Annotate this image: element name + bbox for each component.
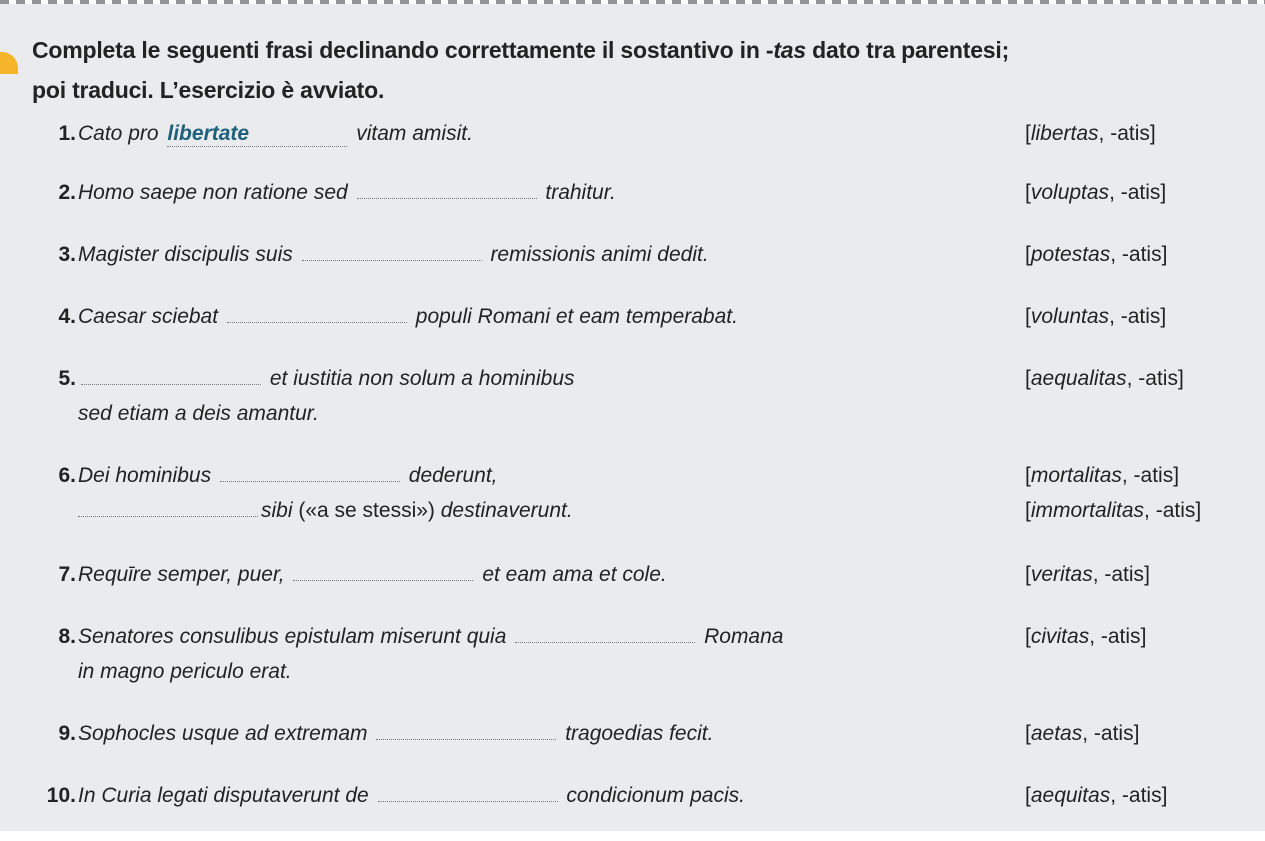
answer-field[interactable] [515,624,695,643]
hint: [potestas, -atis] [1025,243,1168,266]
hint: [aetas, -atis] [1025,722,1140,745]
hint-suffix: -atis [1121,784,1162,807]
item-number: 8. [58,625,76,648]
sentence-line2: in magno periculo erat. [78,660,292,683]
sentence-start: Magister discipulis suis [78,243,293,266]
item-number: 3. [58,243,76,266]
sentence-end: destinaverunt. [440,499,573,522]
item-number: 10. [46,784,76,807]
sentence [78,237,709,272]
item-number: 9. [58,722,76,745]
hint: [libertas, -atis] [1025,122,1156,145]
hint-word: aetas [1030,722,1083,745]
sentence-line2: sed etiam a deis amantur. [78,402,319,425]
item-number: 5. [58,367,76,390]
sentence-word: sibi [261,499,293,522]
hint: [aequitas, -atis] [1025,784,1168,807]
hint-suffix: -atis [1100,625,1141,648]
hint: [civitas, -atis] [1025,625,1147,648]
sentence-end: et iustitia non solum a hominibus [269,367,575,390]
hint-word: potestas [1030,243,1111,266]
sentence [78,716,713,751]
sentence-end: dederunt, [408,464,498,487]
hint: [voluntas, -atis] [1025,305,1167,328]
sentence-end: vitam amisit. [356,122,473,145]
sentence [78,458,498,493]
sentence [78,361,575,396]
instructions-line1-end: dato tra parentesi; [805,37,1010,63]
answer-field[interactable] [220,463,400,482]
sentence [78,299,738,334]
hint-word: libertas [1030,122,1099,145]
answer-field[interactable] [81,366,261,385]
exercise-instructions [32,30,1252,110]
hint-word: voluntas [1030,305,1110,328]
sentence-start: Senatores consulibus epistulam miserunt quia [78,625,507,648]
sentence-end: populi Romani et eam temperabat. [415,305,738,328]
answer-field[interactable] [357,180,537,199]
sentence-start: Caesar sciebat [78,305,219,328]
hint-suffix: -atis [1093,722,1134,745]
hint-suffix: -atis [1110,122,1150,145]
hint-suffix: -atis [1138,367,1178,390]
instructions-line2: poi traduci. L’esercizio è avviato. [32,77,385,103]
hint: [aequalitas, -atis] [1025,367,1184,390]
item-number: 2. [58,181,76,204]
hint-word: immortalitas [1030,499,1145,522]
hint-suffix: -atis [1120,305,1161,328]
hint: [voluptas, -atis] [1025,181,1167,204]
instructions-suffix: tas [773,37,806,63]
sentence-end: condicionum pacis. [566,784,745,807]
answer-field[interactable] [376,721,556,740]
sentence-end: et eam ama et cole. [482,563,667,586]
sentence [78,116,473,151]
sentence-start: Cato pro [78,122,159,145]
item-number: 4. [58,305,76,328]
sentence-start: Homo saepe non ratione sed [78,181,348,204]
hint-word: aequalitas [1030,367,1127,390]
sentence [78,175,616,210]
sentence-end: Romana [704,625,784,648]
sentence-end: trahitur. [545,181,616,204]
hint-suffix: -atis [1155,499,1196,522]
sentence [78,557,667,592]
sentence-gloss: («a se stessi») [292,499,441,522]
instructions-line1-start: Completa le seguenti frasi declinando correttamente il sostantivo in - [32,37,774,63]
sentence [78,619,783,654]
hint-suffix: -atis [1104,563,1145,586]
answer-field[interactable]: libertate [167,122,347,147]
answer-field[interactable] [293,562,473,581]
sentence-start: In Curia legati disputaverunt de [78,784,369,807]
hint-word: civitas [1030,625,1090,648]
hint-word: veritas [1030,563,1093,586]
answer-field[interactable] [302,242,482,261]
hint-suffix: -atis [1120,181,1161,204]
sentence-end: tragoedias fecit. [565,722,714,745]
sentence-start: Requīre semper, puer, [78,563,285,586]
hint-suffix: -atis [1121,243,1162,266]
sentence-start: Sophocles usque ad extremam [78,722,368,745]
hint-suffix: -atis [1133,464,1174,487]
hint: [mortalitas, -atis] [1025,464,1180,487]
hint-word: mortalitas [1030,464,1122,487]
item-number: 7. [58,563,76,586]
answer-field-2[interactable] [78,498,258,517]
sentence-line2 [78,493,573,528]
item-number: 1. [58,122,76,145]
hint-word: voluptas [1030,181,1110,204]
item-number: 6. [58,464,76,487]
hint: [veritas, -atis] [1025,563,1150,586]
sentence-start: Dei hominibus [78,464,212,487]
hint-2: [immortalitas, -atis] [1025,499,1202,522]
sentence-end: remissionis animi dedit. [490,243,709,266]
answer-field[interactable] [227,304,407,323]
answer-field[interactable] [378,783,558,802]
hint-word: aequitas [1030,784,1111,807]
sentence [78,778,745,813]
